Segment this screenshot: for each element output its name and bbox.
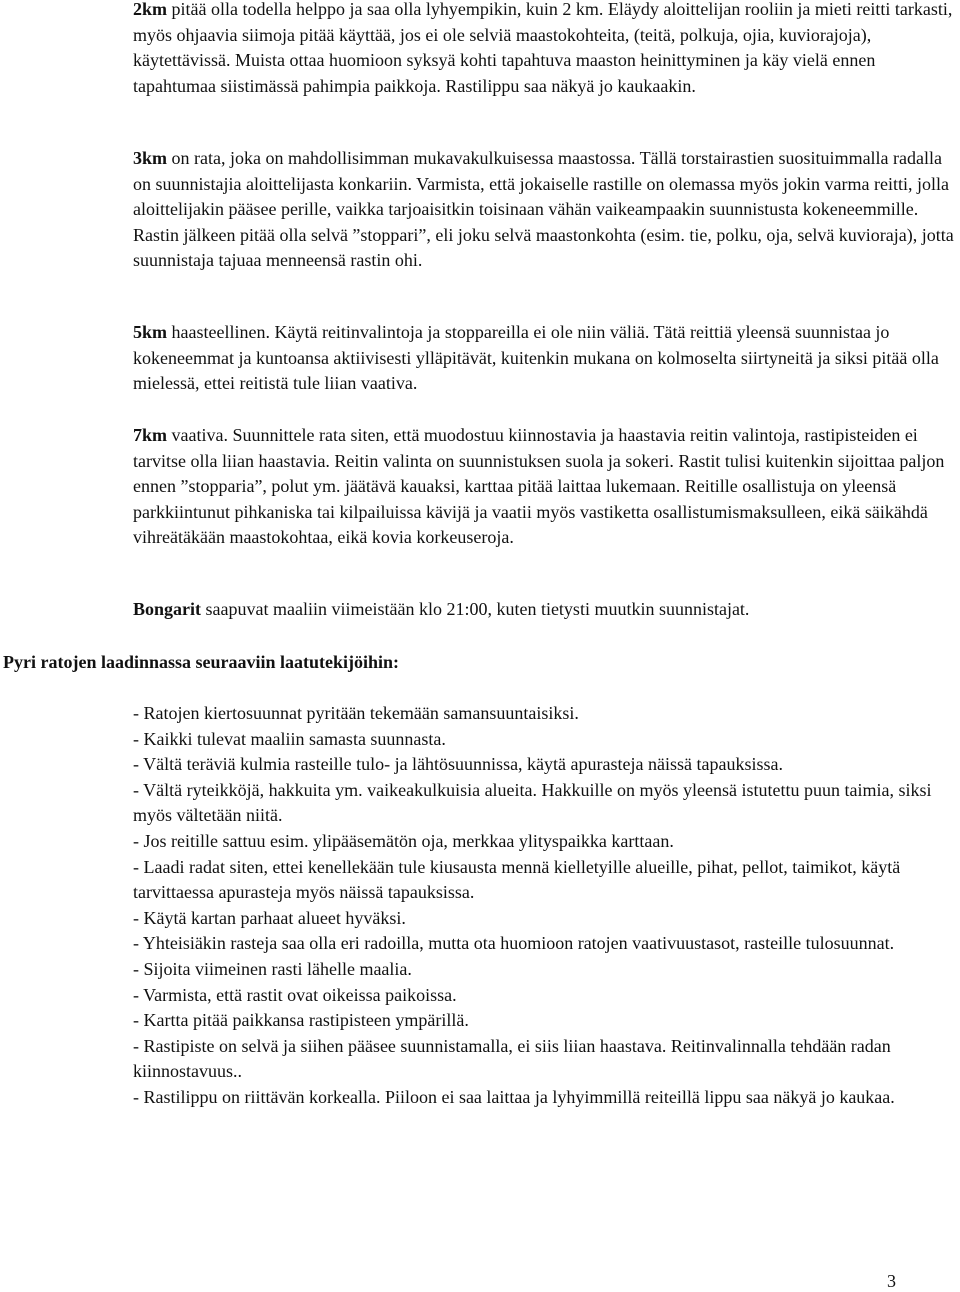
list-item: - Kaikki tulevat maaliin samasta suunnasta.	[133, 728, 446, 749]
list-item: - Käytä kartan parhaat alueet hyväksi.	[133, 907, 406, 928]
list-item: - Kartta pitää paikkansa rastipisteen ympärillä.	[133, 1010, 469, 1031]
section-heading: Pyri ratojen laadinnassa seuraaviin laatutekijöihin:	[3, 652, 400, 672]
text-3km: on rata, joka on mahdollisimman mukavakulkuisessa maastossa. Tällä torstairastien suosituimmalla radalla on suunnistajia aloittelijasta konkariin. Varmista, että jokaiselle rastille on olemassa myös jokin varma reitti, jolla aloittelijakin pääsee perille, vaikka tarjoaisitkin toisinaan vähän vaikeampaakin suunnistusta kokeneemmille. Rastin jälkeen pitää olla selvä ”stoppari”, eli joku selvä maastonkohta (esim. tie, polku, oja, selvä kuvioraja), jotta suunnistaja tajuaa menneensä rastin ohi.	[133, 148, 954, 271]
paragraph-bongarit	[133, 597, 955, 623]
term-7km: 7km	[133, 425, 168, 445]
page-number: 3	[887, 1271, 896, 1291]
list-item: - Sijoita viimeinen rasti lähelle maalia.	[133, 958, 412, 979]
text-5km: haasteellinen. Käytä reitinvalintoja ja stoppareilla ei ole niin väliä. Tätä reittiä yleensä suunnistaa jo kokeneemmat ja kuntoansa aktiivisesti ylläpitävät, kuitenkin mukana on kolmoselta siirtyneitä ja siksi pitää olla mielessä, ettei reitistä tule liian vaativa.	[133, 322, 939, 394]
paragraph-3km	[133, 146, 955, 274]
term-3km: 3km	[133, 148, 168, 168]
paragraph-5km	[133, 320, 955, 397]
text-2km: pitää olla todella helppo ja saa olla lyhyempikin, kuin 2 km. Eläydy aloittelijan rooliin ja mieti reitti tarkasti, myös ohjaavia siimoja pitää käyttää, jos ei ole selviä maastokohteita, (teitä, polkuja, ojia, kuviorajoja), käytettävissä. Muista ottaa huomioon syksyä kohti tapahtuva maaston heinittyminen ja käy vielä ennen tapahtumaa siistimässä pahimpia paikkoja. Rastilippu saa näkyä jo kaukaakin.	[133, 0, 953, 96]
list-item: - Rastipiste on selvä ja siihen pääsee suunnistamalla, ei siis liian haastava. Reitinvalinnalla tehdään radan kiinnostavuus..	[133, 1035, 891, 1082]
term-bongarit: Bongarit	[133, 599, 202, 619]
list-item: - Yhteisiäkin rasteja saa olla eri radoilla, mutta ota huomioon ratojen vaativuustasot, rasteille tulosuunnat.	[133, 933, 895, 954]
term-5km: 5km	[133, 322, 168, 342]
list-item: - Laadi radat siten, ettei kenellekään tule kiusausta mennä kielletyille alueille, pihat, pellot, taimikot, käytä tarvittaessa apurasteja myös näissä tapauksissa.	[133, 856, 901, 903]
list-item: - Varmista, että rastit ovat oikeissa paikoissa.	[133, 984, 457, 1005]
list-item: - Jos reitille sattuu esim. ylipääsemätön oja, merkkaa ylityspaikka karttaan.	[133, 830, 674, 851]
list-item: - Vältä ryteikköjä, hakkuita ym. vaikeakulkuisia alueita. Hakkuille on myös yleensä istutettu puun taimia, siksi myös vältetään niitä.	[133, 779, 932, 826]
text-7km: vaativa. Suunnittele rata siten, että muodostuu kiinnostavia ja haastavia reitin valintoja, rastipisteiden ei tarvitse olla liian haastavia. Reitin valinta on suunnistuksen suola ja sokeri. Rastit tulisi kuitenkin sijoittaa paljon ennen ”stopparia”, polut ym. jäätävä kauaksi, karttaa pitää laittaa lukemaan. Reitille osallistuja on yleensä parkkiintunut pihkaniska tai kilpailuissa kävijä ja vaatii myös vastiketta osallistumismaksulleen, eikä säikähdä vihreätäkään maastokohtaa, eikä kovia korkeuseroja.	[133, 425, 945, 548]
criteria-list	[133, 701, 955, 1111]
list-item: - Rastilippu on riittävän korkealla. Piiloon ei saa laittaa ja lyhyimmillä reiteillä lippu saa näkyä jo kaukaa.	[133, 1086, 895, 1107]
paragraph-2km	[133, 0, 955, 99]
list-item: - Vältä teräviä kulmia rasteille tulo- ja lähtösuunnissa, käytä apurasteja näissä tapauksissa.	[133, 754, 783, 775]
term-2km: 2km	[133, 0, 168, 19]
paragraph-7km	[133, 423, 955, 551]
text-bongarit: saapuvat maaliin viimeistään klo 21:00, kuten tietysti muutkin suunnistajat.	[201, 599, 750, 619]
list-item: - Ratojen kiertosuunnat pyritään tekemään samansuuntaisiksi.	[133, 703, 579, 723]
